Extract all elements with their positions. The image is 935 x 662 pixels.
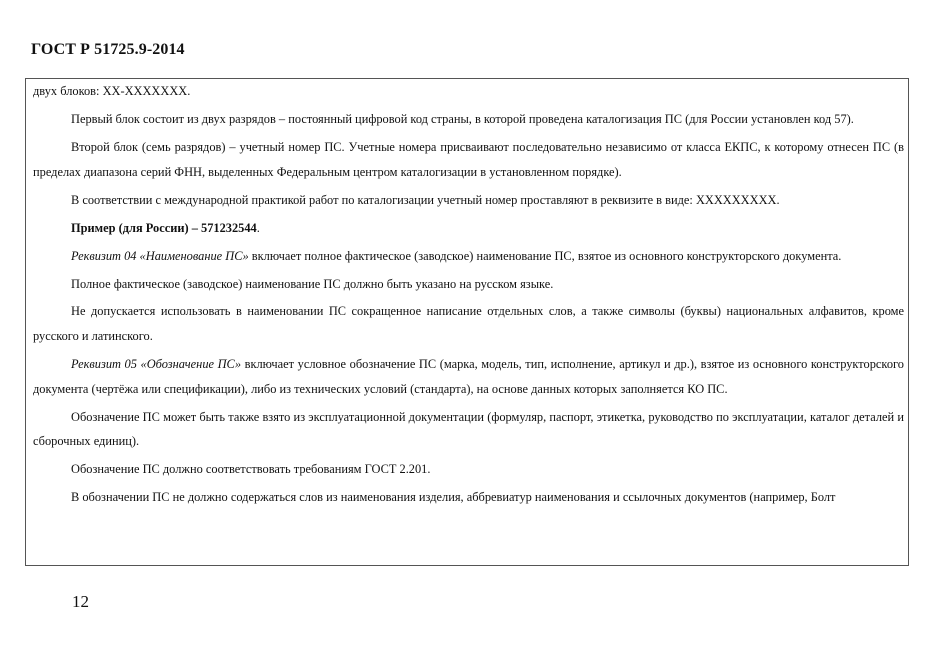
paragraph-designation-words: В обозначении ПС не должно содержаться слов из наименования изделия, аббревиатур наименования и ссылочных документов (например, Болт [71, 490, 836, 505]
content-frame [25, 78, 909, 566]
requisite-04-title: Реквизит 04 «Наименование ПС» [71, 248, 249, 263]
requisite-05-title: Реквизит 05 «Обозначение ПС» [71, 357, 242, 372]
paragraph-continuation: двух блоков: ХХ-ХХХХХХХ. [33, 84, 191, 98]
paragraph-requisite-04 [33, 244, 904, 269]
requisite-04-text: включает полное фактическое (заводское) наименование ПС, взятое из основного конструкторского документа. [248, 248, 842, 263]
page-number: 12 [72, 592, 89, 611]
paragraph-requisite-05 [33, 352, 904, 401]
paragraph-example [33, 216, 904, 241]
body-text [33, 79, 904, 513]
paragraph-abbreviations: Не допускается использовать в наименовании ПС сокращенное написание отдельных слов, а также символы (буквы) национальных алфавитов, кроме русского и латинского. [33, 304, 904, 344]
example-label: Пример (для России) – 571232544 [71, 220, 257, 235]
paragraph-russian-language: Полное фактическое (заводское) наименование ПС должно быть указано на русском языке. [71, 276, 554, 291]
paragraph-second-block: Второй блок (семь разрядов) – учетный номер ПС. Учетные номера присваивают последовательно независимо от класса ЕКПС, к которому отнесен ПС (в пределах диапазона серий ФНН, выделенных Федеральным центром каталогизации в установленном порядке). [33, 139, 904, 179]
paragraph-international-practice: В соответствии с международной практикой работ по каталогизации учетный номер проставляют в реквизите в виде: ХХХХХХХХХ. [71, 192, 780, 207]
example-tail: . [256, 220, 260, 235]
requisite-05-text: включает условное обозначение ПС (марка, модель, тип, исполнение, артикул и др.), взятое из основного конструкторского документа (чертёжа или спецификации), либо из технических условий (стандарта), на основе данных которых заполняется КО ПС. [33, 357, 904, 396]
paragraph-first-block: Первый блок состоит из двух разрядов – постоянный цифровой код страны, в которой проведена каталогизация ПС (для России установлен код 57). [71, 111, 854, 126]
paragraph-gost-requirement: Обозначение ПС должно соответствовать требованиям ГОСТ 2.201. [71, 462, 431, 477]
paragraph-operational-docs: Обозначение ПС может быть также взято из эксплуатационной документации (формуляр, паспорт, этикетка, руководство по эксплуатации, каталог деталей и сборочных единиц). [33, 409, 904, 449]
document-header: ГОСТ Р 51725.9-2014 [31, 41, 185, 58]
